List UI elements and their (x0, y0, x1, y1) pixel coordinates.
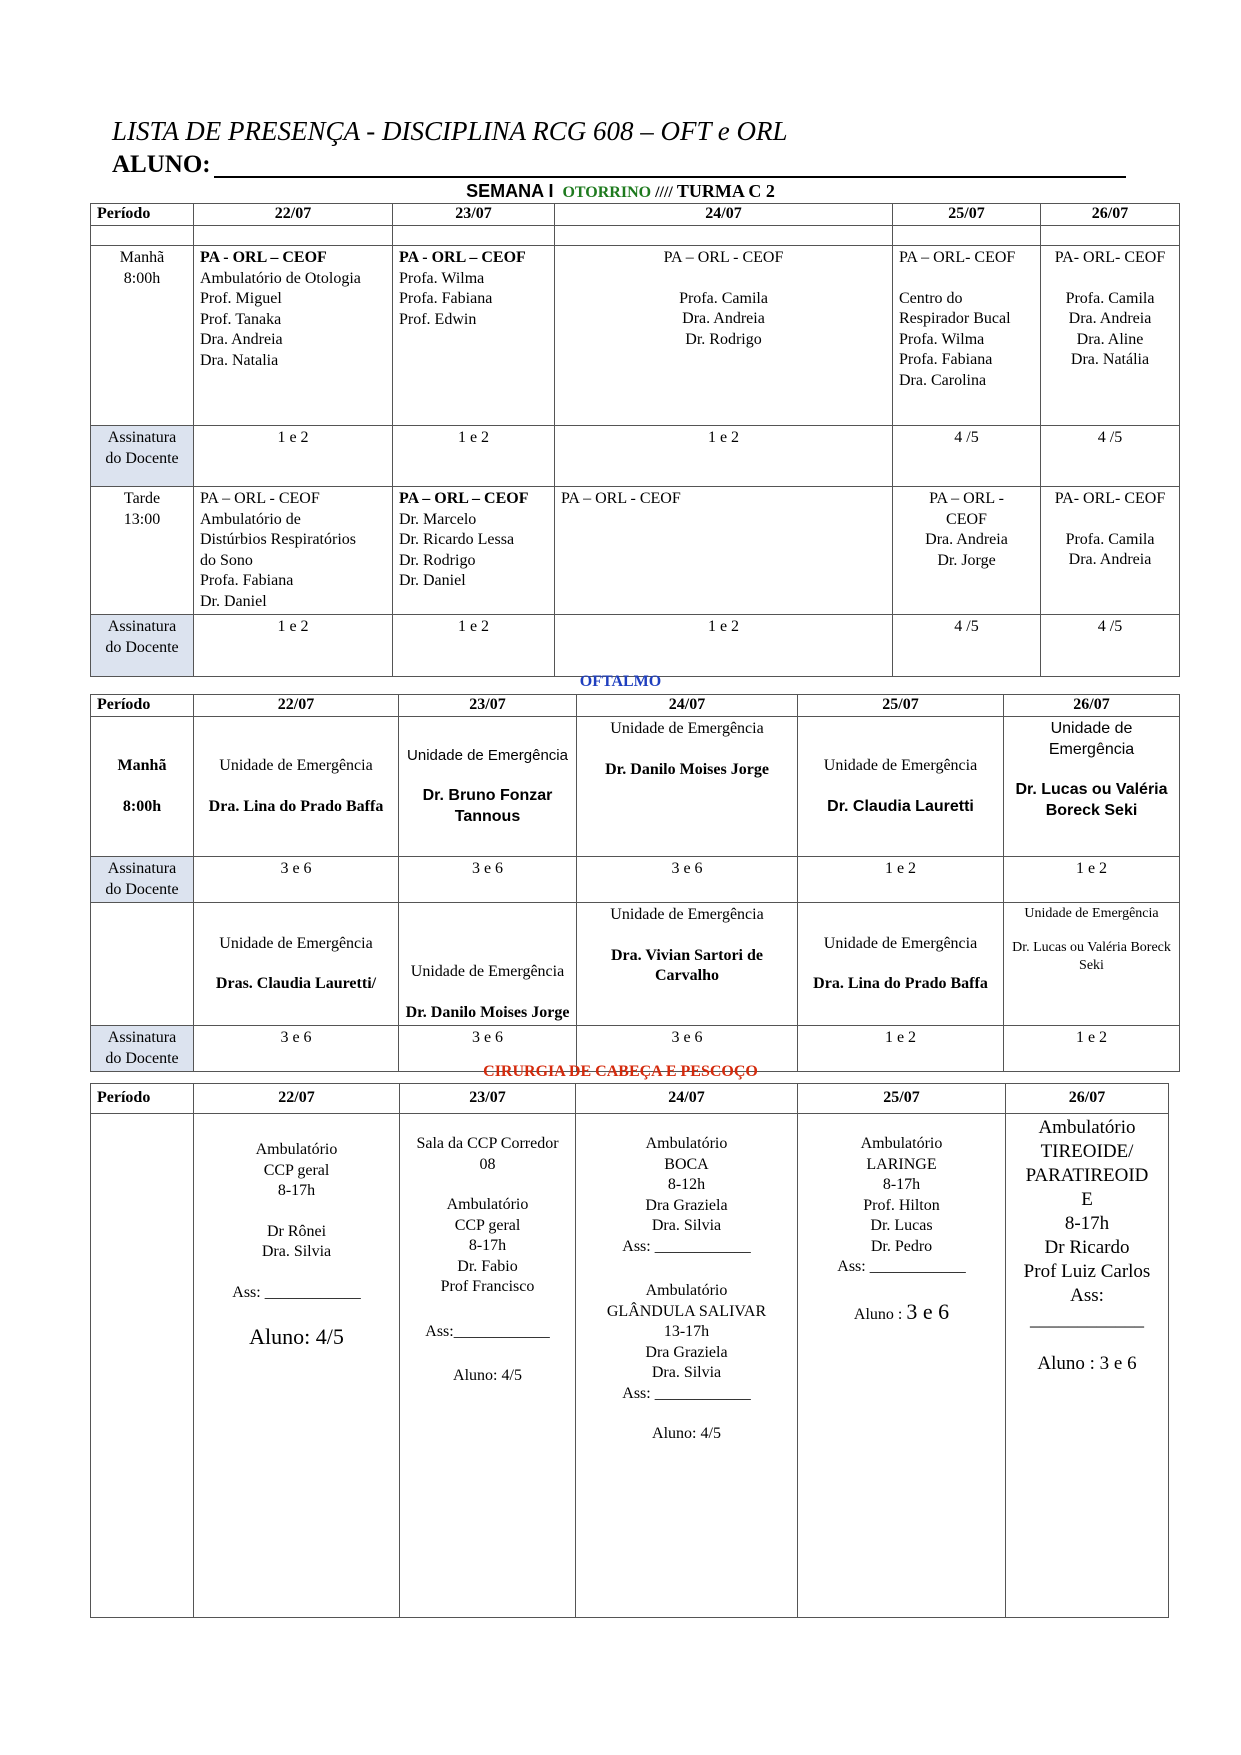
schedule-cell: PA – ORL - CEOF (555, 487, 893, 615)
oft-manha-signature-row (91, 857, 1180, 903)
signature-cell[interactable]: 1 e 2 (194, 615, 393, 677)
date-header: 23/07 (400, 1084, 576, 1114)
date-header: 24/07 (555, 204, 893, 226)
period-cell: Manhã 8:00h (91, 717, 194, 857)
schedule-cell: Unidade de Emergência Dr. Danilo Moises Jorge (577, 717, 798, 857)
ccp-row (91, 1114, 1169, 1618)
orl-tarde-row (91, 487, 1180, 615)
signature-field[interactable]: ____________ (1030, 1309, 1144, 1330)
schedule-cell: Unidade de Emergência Dras. Claudia Lauretti/ (194, 903, 399, 1026)
orl-table (90, 203, 1180, 677)
oft-tarde-row (91, 903, 1180, 1026)
signature-cell[interactable]: 3 e 6 (399, 857, 577, 903)
signature-cell[interactable]: 4 /5 (893, 426, 1041, 487)
period-header: Período (91, 695, 194, 717)
turma-label: TURMA C 2 (676, 181, 775, 201)
signature-cell[interactable]: 3 e 6 (577, 1026, 798, 1072)
signature-label: Assinatura do Docente (91, 426, 194, 487)
date-header: 22/07 (194, 695, 399, 717)
date-header: 24/07 (576, 1084, 798, 1114)
signature-cell[interactable]: 1 e 2 (798, 857, 1004, 903)
signature-cell[interactable]: 3 e 6 (194, 857, 399, 903)
oft-manha-row (91, 717, 1180, 857)
date-header: 26/07 (1006, 1084, 1169, 1114)
schedule-cell: Ambulatório BOCA 8-12h Dra Graziela Dra. Silvia Ass: ____________ Ambulatório GLÂNDULA SALIVAR 13-17h Dra Graziela Dra. Silvia Ass: ____________ Aluno: 4/5 (576, 1114, 798, 1618)
signature-cell[interactable]: 1 e 2 (1004, 857, 1180, 903)
schedule-cell: Ambulatório CCP geral 8-17h Dr Rônei Dra. Silvia Ass: ____________ Aluno: 4/5 (194, 1114, 400, 1618)
orl-tarde-signature-row (91, 615, 1180, 677)
signature-cell[interactable]: 4 /5 (1041, 615, 1180, 677)
schedule-cell: Unidade de Emergência Dra. Vivian Sartori de Carvalho (577, 903, 798, 1026)
schedule-cell: PA – ORL - CEOF Dra. Andreia Dr. Jorge (893, 487, 1041, 615)
aluno-label: ALUNO: (112, 151, 211, 178)
oftalmo-title: OFTALMO (579, 673, 662, 690)
date-header: 26/07 (1004, 695, 1180, 717)
aluno-signature-line (214, 176, 1126, 178)
schedule-cell: PA- ORL- CEOF Profa. Camila Dra. Andreia Dra. Aline Dra. Natália (1041, 246, 1180, 426)
oft-table (90, 694, 1180, 1072)
schedule-cell: Unidade de Emergência Dra. Lina do Prado Baffa (798, 903, 1004, 1026)
period-cell (91, 903, 194, 1026)
date-header: 23/07 (399, 695, 577, 717)
orl-header-row (91, 204, 1180, 226)
schedule-cell: PA- ORL- CEOF Profa. Camila Dra. Andreia (1041, 487, 1180, 615)
semana-label: SEMANA I (466, 181, 554, 201)
orl-manha-row (91, 246, 1180, 426)
schedule-cell: Unidade de Emergência Dr. Claudia Lauretti (798, 717, 1004, 857)
period-cell (91, 1114, 194, 1618)
period-cell: Manhã 8:00h (91, 246, 194, 426)
schedule-cell: Unidade de Emergência Dra. Lina do Prado Baffa (194, 717, 399, 857)
otorrino-label: OTORRINO (562, 184, 652, 201)
date-header: 24/07 (577, 695, 798, 717)
signature-cell[interactable]: 1 e 2 (393, 426, 555, 487)
page-title: LISTA DE PRESENÇA - DISCIPLINA RCG 608 – OFT e ORL (112, 116, 788, 146)
date-header: 22/07 (194, 204, 393, 226)
signature-field[interactable]: Ass: ____________ (837, 1258, 966, 1275)
ccp-header-row (91, 1084, 1169, 1114)
spacer-row (91, 226, 1180, 246)
date-header: 23/07 (393, 204, 555, 226)
schedule-cell: Unidade de Emergência Dr. Danilo Moises Jorge (399, 903, 577, 1026)
ccp-title: CIRURGIA DE CABEÇA E PESCOÇO (483, 1063, 758, 1080)
signature-field[interactable]: Ass: ____________ (622, 1237, 751, 1255)
signature-cell[interactable]: 3 e 6 (577, 857, 798, 903)
signature-label: Assinatura do Docente (91, 857, 194, 903)
period-header: Período (91, 204, 194, 226)
schedule-cell: PA - ORL – CEOF Profa. Wilma Profa. Fabiana Prof. Edwin (393, 246, 555, 426)
aluno-group: Aluno : 3 e 6 (1037, 1353, 1137, 1374)
schedule-cell: PA – ORL - CEOF Profa. Camila Dra. Andreia Dr. Rodrigo (555, 246, 893, 426)
date-header: 25/07 (798, 695, 1004, 717)
schedule-cell: Ambulatório TIREOIDE/ PARATIREOID E 8-17h Dr Ricardo Prof Luiz Carlos Ass: ____________ Aluno : 3 e 6 (1006, 1114, 1169, 1618)
signature-cell[interactable]: 1 e 2 (1004, 1026, 1180, 1072)
schedule-cell: PA – ORL- CEOF Centro do Respirador Bucal Profa. Wilma Profa. Fabiana Dra. Carolina (893, 246, 1041, 426)
date-header: 25/07 (893, 204, 1041, 226)
schedule-cell: Unidade de Emergência Dr. Lucas ou Valéria Boreck Seki (1004, 903, 1180, 1026)
signature-cell[interactable]: 3 e 6 (399, 1026, 577, 1072)
date-header: 22/07 (194, 1084, 400, 1114)
date-header: 26/07 (1041, 204, 1180, 226)
period-cell: Tarde 13:00 (91, 487, 194, 615)
signature-field[interactable]: Ass: ____________ (622, 1384, 751, 1402)
aluno-group: Aluno: 4/5 (249, 1324, 344, 1349)
ccp-table (90, 1083, 1169, 1618)
signature-field[interactable]: Ass:____________ (425, 1322, 550, 1340)
orl-manha-signature-row (91, 426, 1180, 487)
schedule-cell: PA – ORL - CEOF Ambulatório de Distúrbios Respiratórios do Sono Profa. Fabiana Dr. Daniel (194, 487, 393, 615)
period-header: Período (91, 1084, 194, 1114)
schedule-cell: Unidade de Emergência Dr. Lucas ou Valéria Boreck Seki (1004, 717, 1180, 857)
schedule-cell: PA - ORL – CEOF Ambulatório de Otologia Prof. Miguel Prof. Tanaka Dra. Andreia Dra. Natalia (194, 246, 393, 426)
signature-label: Assinatura do Docente (91, 615, 194, 677)
aluno-group: Aluno: 4/5 (652, 1425, 721, 1442)
aluno-group: Aluno: 4/5 (453, 1367, 522, 1384)
signature-cell[interactable]: 3 e 6 (194, 1026, 399, 1072)
schedule-cell: Ambulatório LARINGE 8-17h Prof. Hilton Dr. Lucas Dr. Pedro Ass: ____________ Aluno : 3 e 6 (798, 1114, 1006, 1618)
signature-field[interactable]: Ass: ____________ (232, 1283, 361, 1301)
signature-cell[interactable]: 1 e 2 (555, 426, 893, 487)
schedule-cell: PA – ORL – CEOF Dr. Marcelo Dr. Ricardo Lessa Dr. Rodrigo Dr. Daniel (393, 487, 555, 615)
signature-cell[interactable]: 1 e 2 (393, 615, 555, 677)
signature-cell[interactable]: 4 /5 (893, 615, 1041, 677)
signature-cell[interactable]: 4 /5 (1041, 426, 1180, 487)
signature-cell[interactable]: 1 e 2 (194, 426, 393, 487)
signature-cell[interactable]: 1 e 2 (555, 615, 893, 677)
schedule-cell: Unidade de Emergência Dr. Bruno Fonzar Tannous (399, 717, 577, 857)
date-header: 25/07 (798, 1084, 1006, 1114)
signature-label: Assinatura do Docente (91, 1026, 194, 1072)
semana-header: SEMANA I OTORRINO //// TURMA C 2 (466, 181, 775, 201)
schedule-cell: Sala da CCP Corredor 08 Ambulatório CCP geral 8-17h Dr. Fabio Prof Francisco Ass:____________ Aluno: 4/5 (400, 1114, 576, 1618)
oft-header-row (91, 695, 1180, 717)
signature-cell[interactable]: 1 e 2 (798, 1026, 1004, 1072)
aluno-group: Aluno : 3 e 6 (853, 1298, 950, 1324)
